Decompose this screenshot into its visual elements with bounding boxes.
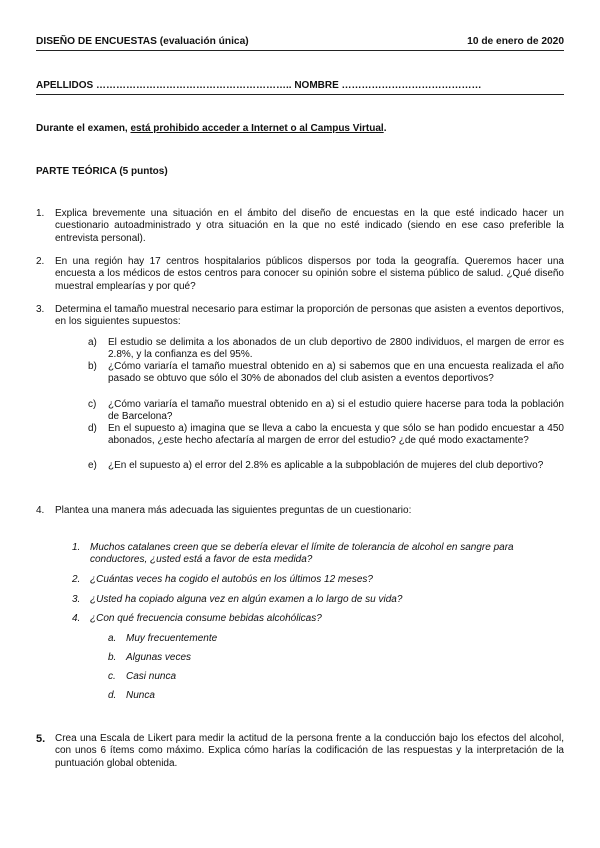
exam-header: [36, 36, 564, 47]
subquestion-text: El estudio se delimita a los abonados de un club deportivo de 2800 individuos, el margen de error es 2.8%, y la confianza es del 95%.: [108, 337, 564, 360]
option-letter: c.: [108, 671, 116, 682]
notice-underlined: está prohibido acceder a Internet o al Campus Virtual: [130, 123, 384, 134]
question-text: Explica brevemente una situación en el ámbito del diseño de encuestas en la que esté indicado hacer un cuestionario autoadministrado y otra situación en la que no esté indicado (siendo en ese caso preferible la entrevista personal).: [55, 208, 564, 244]
question-text: Determina el tamaño muestral necesario para estimar la proporción de personas que asisten a eventos deportivos, en los siguientes supuestos:: [55, 304, 564, 328]
answer-option-c: [108, 671, 176, 682]
option-letter: d.: [108, 690, 117, 701]
question-4: [36, 505, 564, 517]
question-text: En una región hay 17 centros hospitalarios públicos dispersos por toda la geografía. Queremos hacer una encuesta a los médicos de estos centros para conocer su opinión sobre el sistema público de salud. ¿Qué diseño muestral emplearías y por qué?: [55, 256, 564, 292]
item-text: ¿Usted ha copiado alguna vez en algún examen a lo largo de su vida?: [90, 594, 403, 605]
exam-title: DISEÑO DE ENCUESTAS (evaluación única): [36, 36, 249, 47]
answer-option-a: [108, 633, 217, 644]
item-text: ¿Con qué frecuencia consume bebidas alcohólicas?: [90, 613, 322, 624]
section-title: PARTE TEÓRICA (5 puntos): [36, 166, 168, 177]
answer-option-b: [108, 652, 191, 663]
identity-line: APELLIDOS ………………………………………………….. NOMBRE ……………………………………: [36, 80, 482, 91]
question-number: 2.: [36, 256, 45, 267]
subquestion-letter: b): [88, 361, 97, 372]
item-number: 2.: [72, 574, 81, 585]
subquestion-d: [88, 423, 564, 446]
rewrite-item-4: [72, 613, 564, 625]
option-letter: b.: [108, 652, 117, 663]
subquestion-text: ¿Cómo variaría el tamaño muestral obtenido en a) si el estudio quiere hacerse para toda la población de Barcelona?: [108, 399, 564, 422]
notice-prefix: Durante el examen,: [36, 123, 131, 134]
rewrite-item-3: [72, 594, 564, 606]
item-number: 1.: [72, 542, 81, 553]
subquestion-text: ¿Cómo variaría el tamaño muestral obtenido en a) si sabemos que en una encuesta realizada el año pasado se obtuvo que sólo el 30% de abonados del club asisten a eventos deportivos?: [108, 361, 564, 384]
answer-option-d: [108, 690, 155, 701]
subquestion-letter: e): [88, 460, 97, 471]
option-letter: a.: [108, 633, 117, 644]
rewrite-item-2: [72, 574, 564, 586]
question-3: [36, 304, 564, 329]
subquestion-e: [88, 460, 564, 472]
subquestion-b: [88, 361, 564, 384]
notice-suffix: .: [383, 123, 387, 134]
question-1: [36, 208, 564, 245]
question-2: [36, 256, 564, 293]
item-number: 3.: [72, 594, 81, 605]
item-number: 4.: [72, 613, 81, 624]
option-text: Casi nunca: [126, 671, 177, 682]
subquestion-text: En el supuesto a) imagina que se lleva a cabo la encuesta y que sólo se han podido encuestar a 450 abonados, ¿este hecho afectaría al margen de error del estudio? ¿de qué modo exactamente?: [108, 423, 564, 446]
option-text: Muy frecuentemente: [126, 633, 218, 644]
question-number: 4.: [36, 505, 45, 516]
subquestion-letter: c): [88, 399, 97, 410]
question-number: 3.: [36, 304, 45, 315]
option-text: Algunas veces: [126, 652, 192, 663]
identity-divider: [36, 94, 564, 95]
subquestion-letter: a): [88, 337, 97, 348]
option-text: Nunca: [126, 690, 155, 701]
subquestion-c: [88, 399, 564, 422]
exam-notice: [36, 123, 386, 134]
question-number: 5.: [36, 733, 46, 745]
question-number: 1.: [36, 208, 45, 219]
subquestion-letter: d): [88, 423, 97, 434]
rewrite-item-1: [72, 542, 564, 567]
header-divider: [36, 50, 564, 51]
item-text: Muchos catalanes creen que se debería elevar el límite de tolerancia de alcohol en sangre para conductores, ¿usted está a favor de esta medida?: [90, 542, 514, 566]
question-text: Crea una Escala de Likert para medir la actitud de la persona frente a la conducción bajo los efectos del alcohol, con unos 6 ítems como máximo. Explica cómo harías la codificación de las respuestas y la interpretación de la puntuación global obtenida.: [55, 733, 564, 769]
exam-date: 10 de enero de 2020: [467, 36, 564, 47]
subquestion-text: ¿En el supuesto a) el error del 2.8% es aplicable a la subpoblación de mujeres del club deportivo?: [108, 460, 544, 471]
item-text: ¿Cuántas veces ha cogido el autobús en los últimos 12 meses?: [90, 574, 373, 585]
subquestion-a: [88, 337, 564, 360]
question-5: [36, 733, 564, 770]
question-text: Plantea una manera más adecuada las siguientes preguntas de un cuestionario:: [55, 505, 412, 516]
